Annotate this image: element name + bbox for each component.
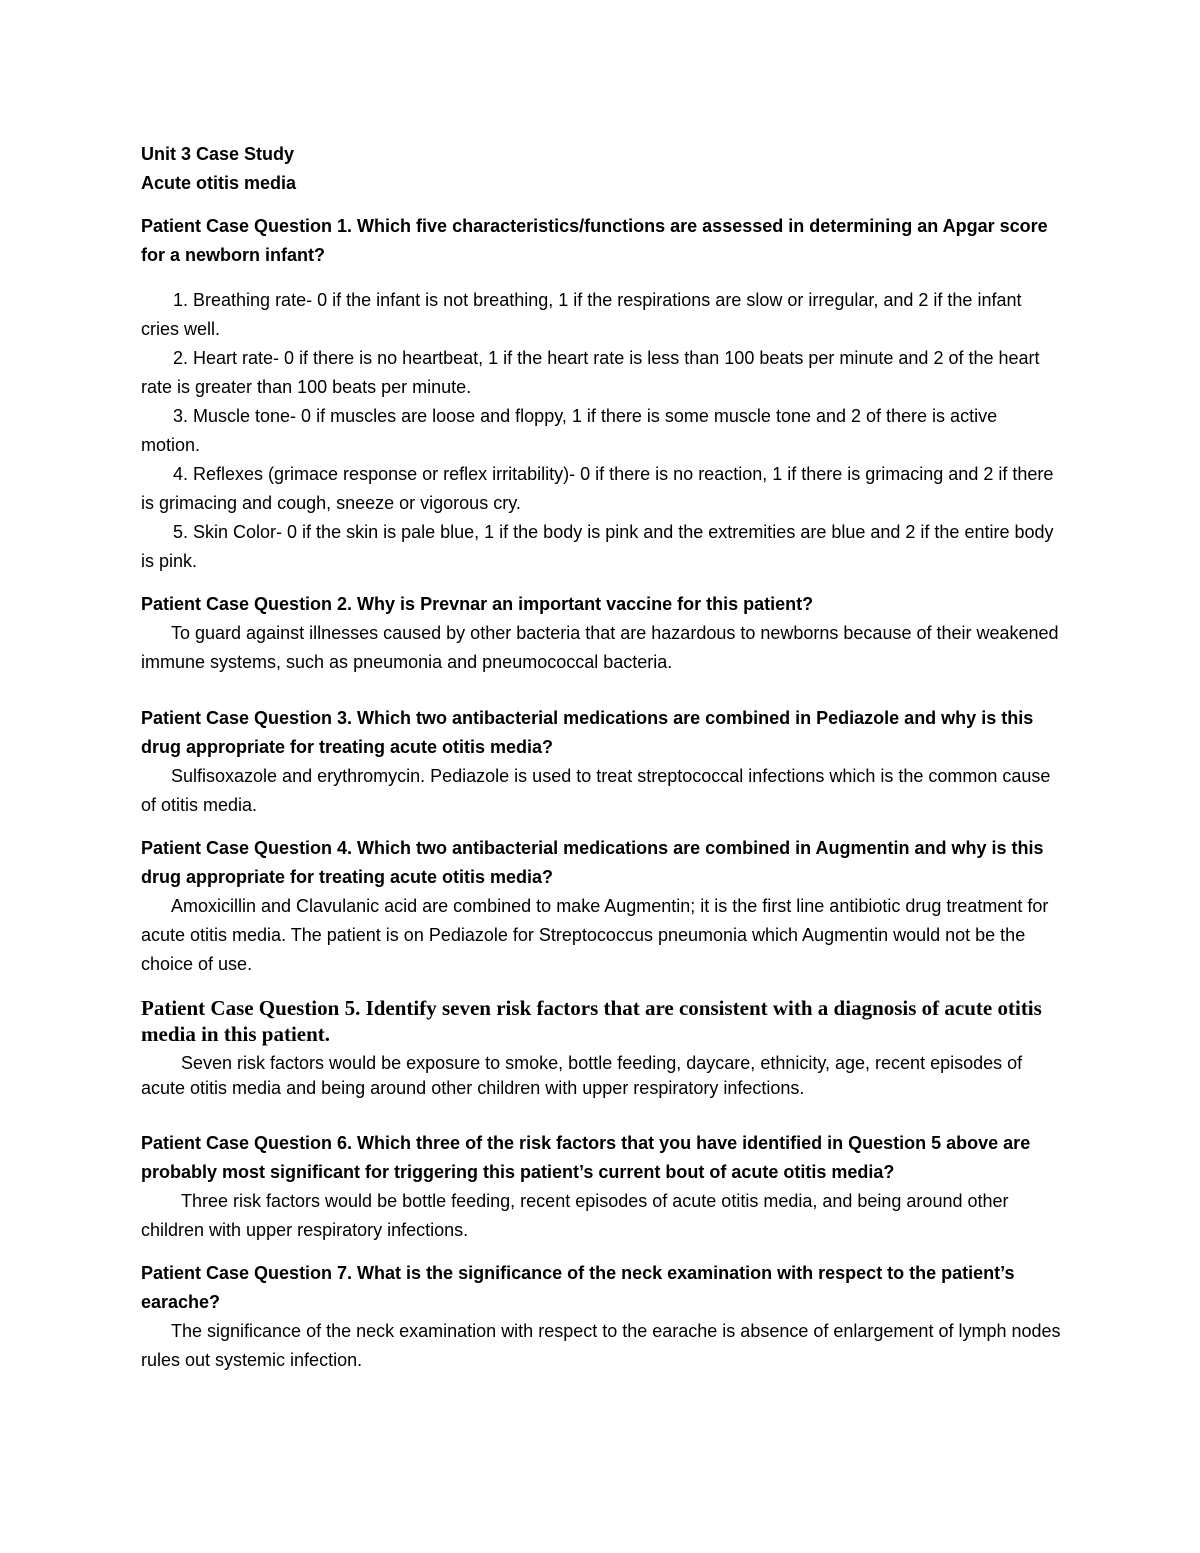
document-title: Unit 3 Case Study (141, 144, 295, 164)
list-item: 4. Reflexes (grimace response or reflex irritability)- 0 if there is no reaction, 1 if there is grimacing and 2 if there is grimacing and cough, sneeze or vigorous cry. (141, 464, 1054, 513)
document-page (141, 140, 1061, 1375)
question-3: Patient Case Question 3. Which two antibacterial medications are combined in Pediazole and why is this drug appropriate for treating acute otitis media? (141, 708, 1034, 757)
answer-4: Amoxicillin and Clavulanic acid are combined to make Augmentin; it is the first line antibiotic drug treatment for acute otitis media. The patient is on Pediazole for Streptococcus pneumonia which Augmentin would not be the choice of use. (141, 896, 1049, 974)
answer-3: Sulfisoxazole and erythromycin. Pediazole is used to treat streptococcal infections which is the common cause of otitis media. (141, 766, 1051, 815)
list-item: 5. Skin Color- 0 if the skin is pale blue, 1 if the body is pink and the extremities are blue and 2 if the entire body is pink. (141, 522, 1054, 571)
question-4: Patient Case Question 4. Which two antibacterial medications are combined in Augmentin and why is this drug appropriate for treating acute otitis media? (141, 838, 1044, 887)
list-item: 2. Heart rate- 0 if there is no heartbeat, 1 if the heart rate is less than 100 beats per minute and 2 of the heart rate is greater than 100 beats per minute. (141, 348, 1040, 397)
answer-2: To guard against illnesses caused by other bacteria that are hazardous to newborns because of their weakened immune systems, such as pneumonia and pneumococcal bacteria. (141, 623, 1059, 672)
apgar-list (141, 286, 1061, 576)
question-6: Patient Case Question 6. Which three of the risk factors that you have identified in Question 5 above are probably most significant for triggering this patient’s current bout of acute otitis media? (141, 1133, 1031, 1182)
answer-7: The significance of the neck examination with respect to the earache is absence of enlargement of lymph nodes rules out systemic infection. (141, 1321, 1061, 1370)
question-5: Patient Case Question 5. Identify seven risk factors that are consistent with a diagnosis of acute otitis media in this patient. (141, 996, 1042, 1046)
document-subtitle: Acute otitis media (141, 173, 297, 193)
answer-5: Seven risk factors would be exposure to smoke, bottle feeding, daycare, ethnicity, age, recent episodes of acute otitis media and being around other children with upper respiratory infections. (141, 1053, 1023, 1098)
list-item: 1. Breathing rate- 0 if the infant is not breathing, 1 if the respirations are slow or irregular, and 2 if the infant cries well. (141, 290, 1022, 339)
answer-6: Three risk factors would be bottle feeding, recent episodes of acute otitis media, and being around other children with upper respiratory infections. (141, 1191, 1009, 1240)
question-2: Patient Case Question 2. Why is Prevnar an important vaccine for this patient? (141, 594, 814, 614)
question-1: Patient Case Question 1. Which five characteristics/functions are assessed in determining an Apgar score for a newborn infant? (141, 216, 1048, 265)
list-item: 3. Muscle tone- 0 if muscles are loose and floppy, 1 if there is some muscle tone and 2 of there is active motion. (141, 406, 998, 455)
question-7: Patient Case Question 7. What is the significance of the neck examination with respect to the patient’s earache? (141, 1263, 1015, 1312)
